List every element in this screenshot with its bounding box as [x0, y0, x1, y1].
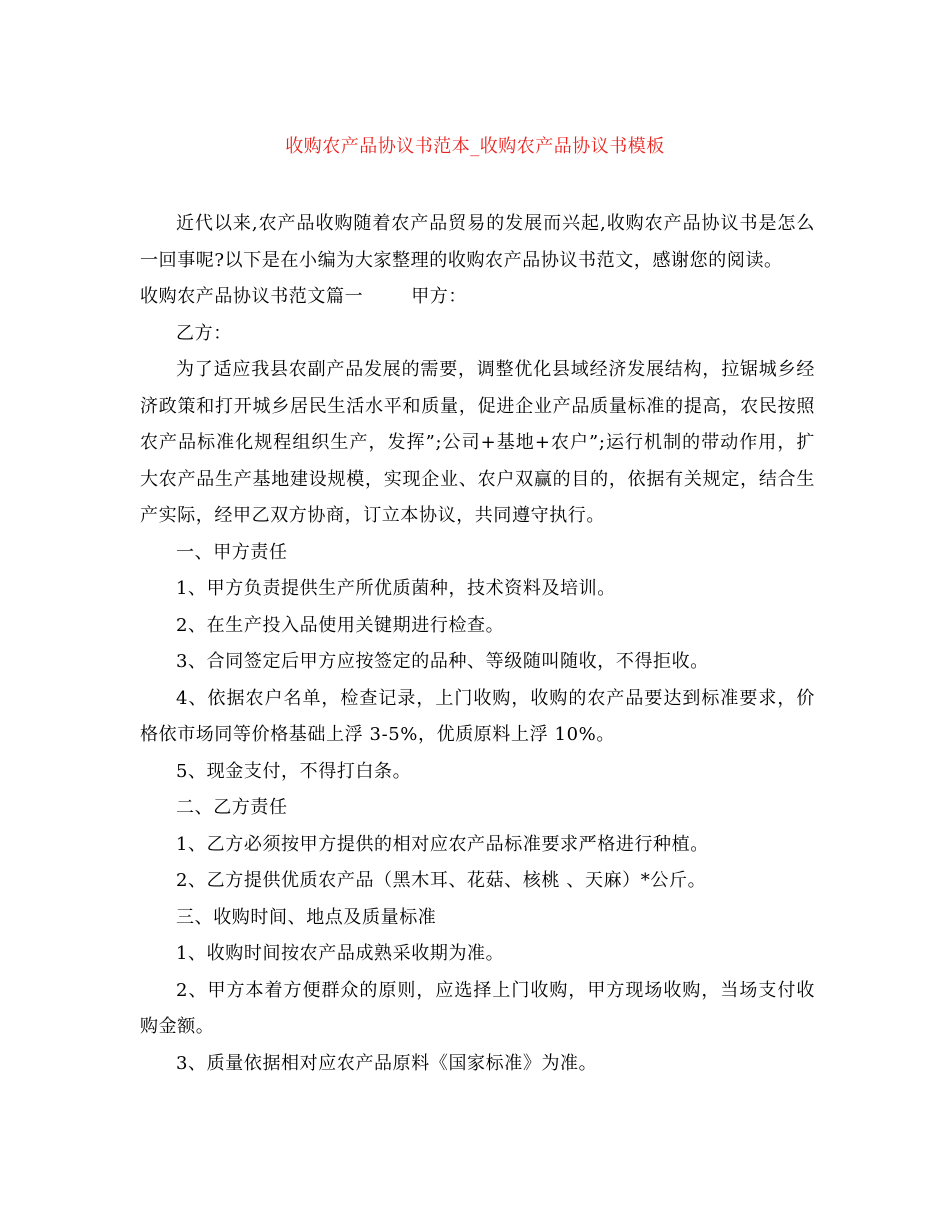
clause-item: 2、乙方提供优质农产品（黑木耳、花菇、核桃 、天麻）*公斤。: [176, 870, 707, 891]
preamble-paragraph: 为了适应我县农副产品发展的需要，调整优化县域经济发展结构，拉锯城乡经济政策和打开城乡居民生活水平和质量，促进企业产品质量标准的提高，农民按照农产品标准化规程组织生产，发挥”;公司+基地+农户”;运行机制的带动作用，扩大农产品生产基地建设规模，实现企业、农户双赢的目的，依据有关规定，结合生产实际，经甲乙双方协商，订立本协议，共同遵守执行。: [140, 359, 815, 526]
party-b-label: 乙方：: [176, 322, 232, 344]
intro-paragraph: 近代以来,农产品收购随着农产品贸易的发展而兴起,收购农产品协议书是怎么一回事呢?以下是在小编为大家整理的收购农产品协议书范文，感谢您的阅读。: [140, 213, 815, 271]
clause-item: 2、在生产投入品使用关键期进行检查。: [176, 614, 505, 636]
clause-item: 1、收购时间按农产品成熟采收期为准。: [176, 943, 505, 964]
section-heading: 三、收购时间、地点及质量标准: [176, 906, 437, 928]
document-title: 收购农产品协议书范本_收购农产品协议书模板: [285, 136, 665, 157]
section-heading: 一、甲方责任: [176, 541, 288, 563]
party-a-label: 甲方：: [411, 286, 468, 307]
sample-heading: 收购农产品协议书范文篇一: [140, 286, 364, 307]
document-body: [140, 206, 815, 1082]
clause-item: 1、甲方负责提供生产所优质菌种，技术资料及培训。: [176, 578, 616, 599]
clause-item: 3、质量依据相对应农产品原料《国家标准》为准。: [176, 1052, 598, 1074]
clause-item: 4、依据农户名单，检查记录，上门收购，收购的农产品要达到标准要求，价格依市场同等价格基础上浮 3-5%，优质原料上浮 10%。: [140, 687, 815, 745]
section-heading: 二、乙方责任: [176, 797, 288, 818]
clause-item: 5、现金支付，不得打白条。: [176, 760, 412, 782]
sample-heading-line: [140, 279, 815, 316]
clause-item: 1、乙方必须按甲方提供的相对应农产品标准要求严格进行种植。: [176, 833, 709, 855]
clause-item: 2、甲方本着方便群众的原则，应选择上门收购，甲方现场收购，当场支付收购金额。: [140, 979, 815, 1037]
clause-item: 3、合同签定后甲方应按签定的品种、等级随叫随收，不得拒收。: [176, 651, 709, 672]
